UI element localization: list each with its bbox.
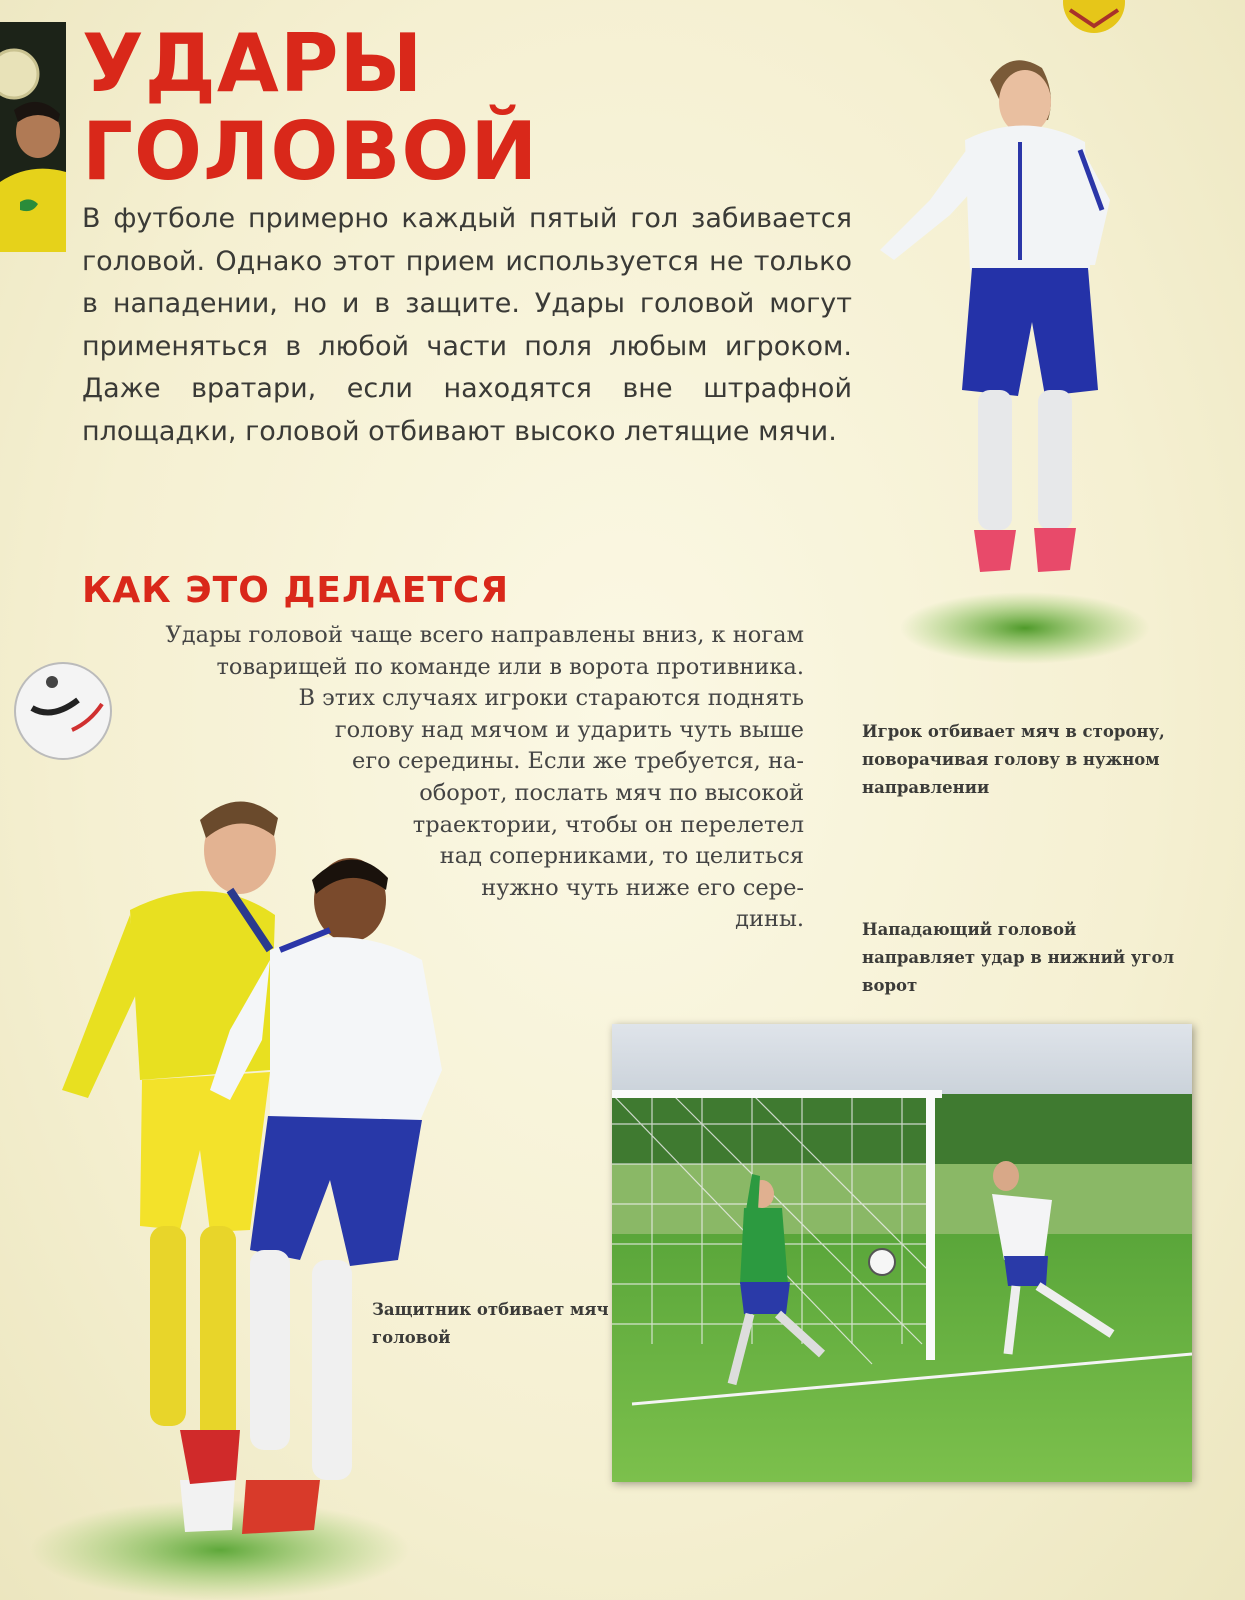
method-line: над соперниками, то целиться [439, 843, 804, 870]
page-title: УДАРЫ ГОЛОВОЙ [82, 17, 539, 198]
two-players-photo [30, 790, 450, 1600]
intro-paragraph: В футболе примерно каждый пятый гол забивается головой. Однако этот прием используется не только в нападении, но и в защите. Удары головой могут применяться в любой части поля любым игроком. Даже вратари, если находятся вне штрафной площадки, головой отбивают высоко летящие мячи. [82, 203, 852, 447]
method-line: оборот, послать мяч по высокой [419, 779, 804, 806]
method-line: дины. [735, 906, 804, 933]
method-line: товарищей по команде или в ворота противника. [216, 653, 804, 680]
method-line: Удары головой чаще всего направлены вниз, к ногам [165, 622, 804, 648]
caption-defender: Защитник отбивает мяч головой [372, 1300, 609, 1347]
goal-scene-photo [612, 1024, 1192, 1482]
player-heading-photo [870, 50, 1170, 670]
method-line: траектории, чтобы он перелетел [412, 811, 804, 838]
section-heading: КАК ЭТО ДЕЛАЕТСЯ [82, 570, 510, 611]
caption-striker: Нападающий головой направляет удар в нижний угол ворот [862, 920, 1175, 995]
ball-top-icon [1060, 0, 1128, 36]
method-line: голову над мячом и ударить чуть выше [334, 716, 804, 743]
method-line: нужно чуть ниже его сере- [481, 874, 804, 901]
corner-player-photo [0, 22, 66, 252]
method-line: В этих случаях игроки стараются поднять [298, 685, 804, 712]
caption-side-header: Игрок отбивает мяч в сторону, поворачивая голову в нужном направлении [862, 722, 1165, 797]
method-line: его середины. Если же требуется, на- [352, 748, 804, 775]
soccer-ball-icon [12, 660, 114, 762]
